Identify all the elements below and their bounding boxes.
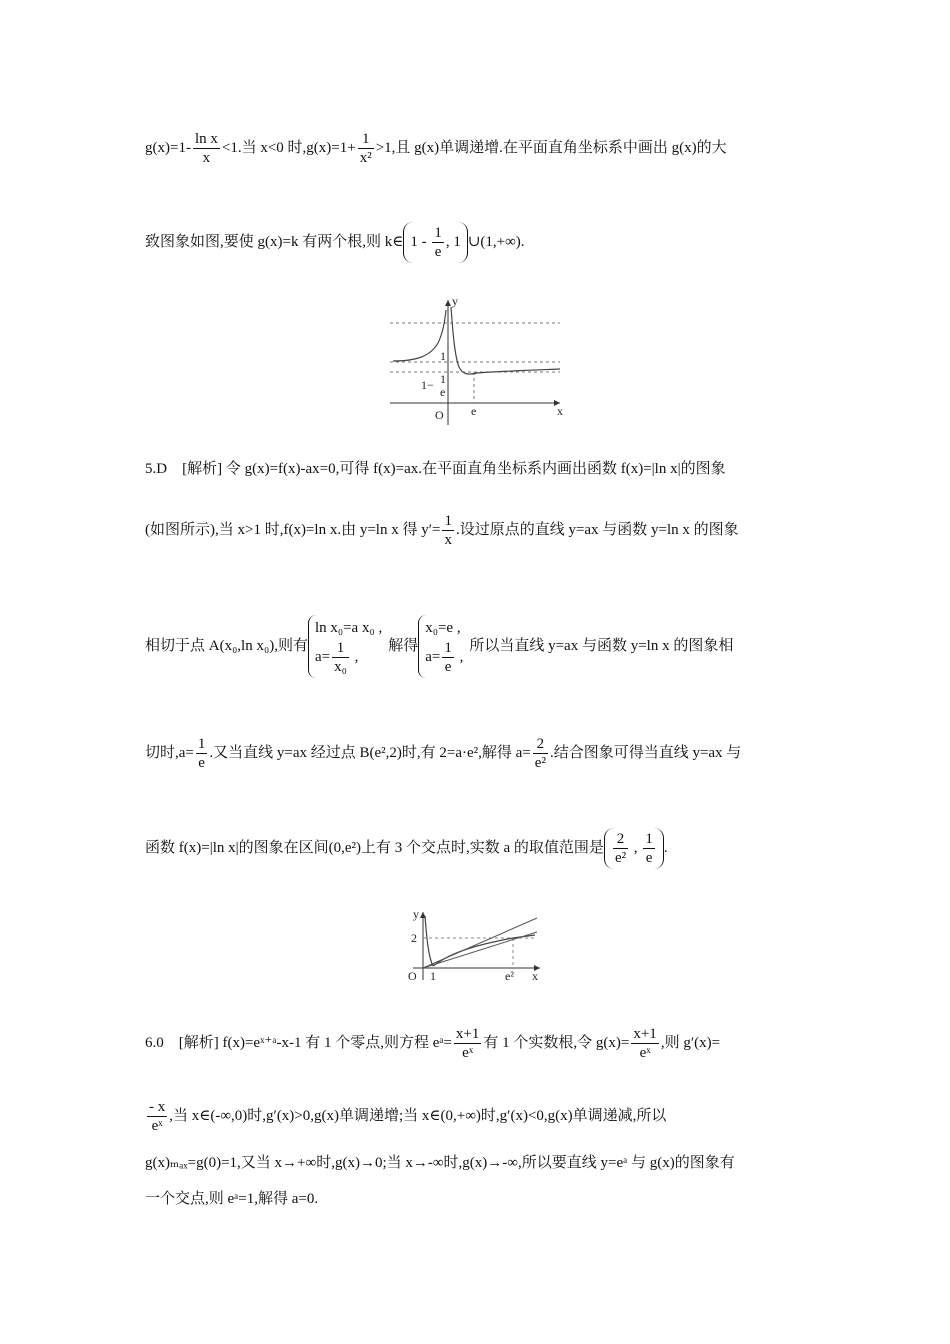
- fraction: $\frac{2}{\text{e²}}$: [614, 831, 627, 866]
- system-1: ln x₀=a x₀ , a= $\frac{1}{\text{x₀}}$ ,: [308, 615, 388, 678]
- fraction: $\frac{- x}{\text{eˣ}}$: [149, 1099, 166, 1134]
- fraction: $\frac{x+1}{\text{eˣ}}$: [633, 1026, 657, 1061]
- p6-line1: 6.0 [解析] f(x)=eˣ⁺ᵃ-x-1 有 1 个零点,则方程 eᵃ= $\frac{x+1}{\text{eˣ}}$ 有 1 个实数根,令 g(x)= $\frac{x+1}{\text{eˣ}}$ ,则 g′(x)=: [145, 1026, 721, 1061]
- figure-2-graph: [405, 908, 555, 983]
- tick-e: e: [471, 404, 477, 418]
- p5-line1: 5.D [解析] 令 g(x)=f(x)-ax=0,可得 f(x)=ax.在平面直角坐标系内画出函数 f(x)=|ln x|的图象: [145, 461, 726, 477]
- p6-line3: g(x)ₘₐₓ=g(0)=1,又当 x→+∞时,g(x)→0;当 x→-∞时,g(x)→-∞,所以要直线 y=eᵃ 与 g(x)的图象有: [145, 1155, 735, 1171]
- tick-1: 1: [430, 969, 436, 983]
- tick-1-minus: 1−: [421, 378, 434, 392]
- p5-line4: 切时,a= $\frac{1}{e}$ .又当直线 y=ax 经过点 B(e²,2)时,有 2=a·e²,解得 a= $\frac{2}{\text{e²}}$ .结合图象可得当直线 y=ax 与: [145, 736, 742, 771]
- tick-1-e-den: e: [440, 385, 446, 399]
- figure-1-graph: [385, 295, 575, 430]
- p1-line1: g(x)=1- $\frac{\text{ln x}}{x}$ <1.当 x<0 时,g(x)=1+ $\frac{1}{\text{x²}}$ >1,且 g(x)单调递增.在平面直角坐标系中画出 g(x)的大: [145, 131, 727, 166]
- fraction: $\frac{2}{\text{e²}}$: [534, 736, 546, 771]
- tick-1: 1: [440, 349, 446, 363]
- p6-line2: $\frac{- x}{\text{eˣ}}$ ,当 x∈(-∞,0)时,g′(x)>0,g(x)单调递增;当 x∈(0,+∞)时,g′(x)<0,g(x)单调递减,所以: [149, 1099, 667, 1134]
- fraction: $\frac{\text{ln x}}{x}$: [194, 131, 218, 166]
- system-2: x₀=e , a= $\frac{1}{e}$ ,: [418, 615, 469, 678]
- tick-2: 2: [411, 931, 417, 945]
- p6-line4: 一个交点,则 eᵃ=1,解得 a=0.: [145, 1191, 319, 1207]
- origin-label: O: [435, 408, 444, 422]
- fraction: $\frac{1}{e}$: [444, 640, 452, 675]
- y-axis-label: y: [413, 908, 419, 921]
- fraction: $\frac{1}{e}$: [197, 736, 206, 771]
- fraction: $\frac{1}{\text{x²}}$: [359, 131, 372, 166]
- fraction: $\frac{1}{e}$: [434, 225, 442, 260]
- tick-e2: e²: [505, 969, 514, 983]
- tick-1-e-num: 1: [440, 372, 446, 386]
- p5-line2: (如图所示),当 x>1 时,f(x)=ln x.由 y=ln x 得 y′= $\frac{1}{x}$ .设过原点的直线 y=ax 与函数 y=ln x 的图象: [145, 513, 739, 548]
- x-axis-label: x: [557, 404, 563, 418]
- interval: 1 - $\frac{1}{e}$ , 1: [403, 222, 468, 263]
- y-axis-label: y: [452, 295, 458, 308]
- fraction: $\frac{1}{\text{x₀}}$: [334, 640, 347, 675]
- fraction: $\frac{1}{x}$: [444, 513, 452, 548]
- fraction: $\frac{1}{e}$: [645, 831, 653, 866]
- fraction: $\frac{x+1}{\text{eˣ}}$: [455, 1026, 480, 1061]
- p1-line2: 致图象如图,要使 g(x)=k 有两个根,则 k∈ 1 - $\frac{1}{e}$ , 1 ∪(1,+∞).: [145, 222, 525, 263]
- p5-line5: 函数 f(x)=|ln x|的图象在区间(0,e²)上有 3 个交点时,实数 a 的取值范围是 $\frac{2}{\text{e²}}$ , $\frac{1}{e}$ .: [145, 828, 668, 869]
- interval: $\frac{2}{\text{e²}}$ , $\frac{1}{e}$: [604, 828, 664, 869]
- p5-line3: 相切于点 A(x₀,ln x₀),则有ln x₀=a x₀ , a= $\frac{1}{\text{x₀}}$ ,解得x₀=e , a= $\frac{1}{e}$ ,所以当直线 y=ax 与函数 y=ln x 的图象相: [145, 615, 733, 678]
- x-axis-label: x: [532, 969, 538, 983]
- origin-label: O: [408, 969, 417, 983]
